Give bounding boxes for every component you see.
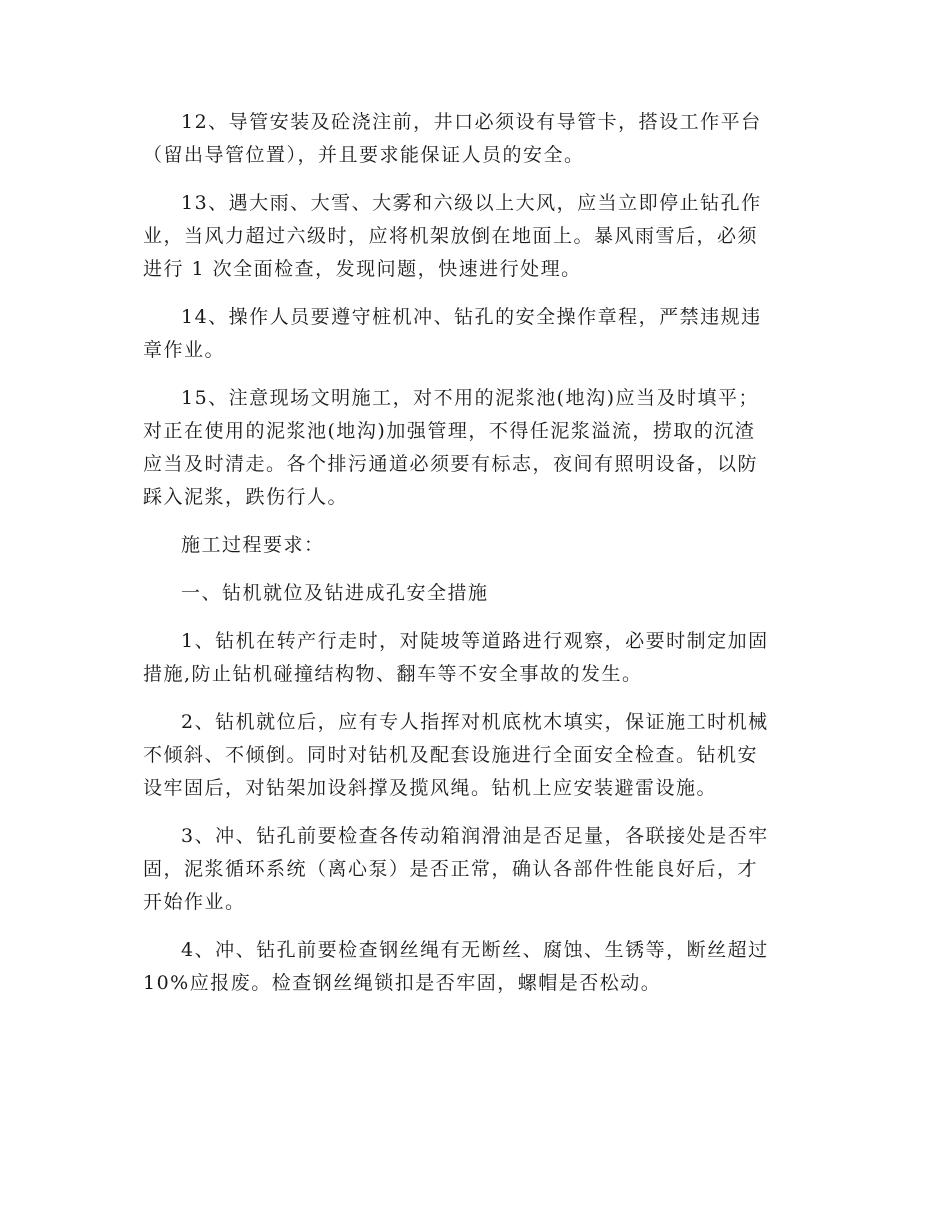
paragraph-line: 对正在使用的泥浆池(地沟)加强管理，不得任泥浆溢流，捞取的沉渣	[143, 420, 756, 442]
paragraph-line: （留出导管位置），并且要求能保证人员的安全。	[143, 144, 585, 166]
paragraph-line: 3、冲、钻孔前要检查各传动箱润滑油是否足量，各联接处是否牢	[181, 825, 769, 847]
paragraph-line: 进行 1 次全面检查，发现问题，快速进行处理。	[143, 258, 582, 280]
paragraph-line: 固，泥浆循环系统（离心泵）是否正常，确认各部件性能良好后，才	[143, 858, 759, 880]
paragraph-item-4	[143, 934, 808, 1000]
paragraph-item-1	[143, 625, 808, 691]
paragraph-line: 设牢固后，对钻架加设斜撑及揽风绳。钻机上应安装避雷设施。	[143, 777, 718, 799]
heading-line: 一、钻机就位及钻进成孔安全措施	[181, 582, 489, 604]
paragraph-item-15	[143, 382, 808, 514]
paragraph-line: 13、遇大雨、大雪、大雾和六级以上大风，应当立即停止钻孔作	[181, 192, 762, 214]
subsection-heading	[143, 577, 808, 610]
paragraph-item-12	[143, 106, 808, 172]
document-body	[143, 106, 808, 1015]
paragraph-item-13	[143, 187, 808, 286]
paragraph-line: 开始作业。	[143, 891, 246, 913]
section-heading	[143, 529, 808, 562]
paragraph-line: 4、冲、钻孔前要检查钢丝绳有无断丝、腐蚀、生锈等，断丝超过	[181, 939, 769, 961]
paragraph-item-2	[143, 706, 808, 805]
paragraph-line: 10%应报废。检查钢丝绳锁扣是否牢固，螺帽是否松动。	[143, 972, 662, 994]
paragraph-line: 措施,防止钻机碰撞结构物、翻车等不安全事故的发生。	[143, 663, 643, 685]
paragraph-line: 章作业。	[143, 339, 226, 361]
paragraph-line: 应当及时清走。各个排污通道必须要有标志，夜间有照明设备，以防	[143, 453, 759, 475]
paragraph-line: 1、钻机在转产行走时，对陡坡等道路进行观察，必要时制定加固	[181, 630, 769, 652]
paragraph-line: 2、钻机就位后，应有专人指挥对机底枕木填实，保证施工时机械	[181, 711, 769, 733]
heading-line: 施工过程要求：	[181, 534, 325, 556]
paragraph-item-3	[143, 820, 808, 919]
paragraph-line: 业，当风力超过六级时，应将机架放倒在地面上。暴风雨雪后，必须	[143, 225, 759, 247]
paragraph-line: 15、注意现场文明施工，对不用的泥浆池(地沟)应当及时填平；	[181, 387, 760, 409]
paragraph-line: 不倾斜、不倾倒。同时对钻机及配套设施进行全面安全检查。钻机安	[143, 744, 759, 766]
paragraph-item-14	[143, 301, 808, 367]
paragraph-line: 12、导管安装及砼浇注前，井口必须设有导管卡，搭设工作平台	[181, 111, 762, 133]
paragraph-line: 踩入泥浆，跌伤行人。	[143, 486, 349, 508]
paragraph-line: 14、操作人员要遵守桩机冲、钻孔的安全操作章程，严禁违规违	[181, 306, 762, 328]
